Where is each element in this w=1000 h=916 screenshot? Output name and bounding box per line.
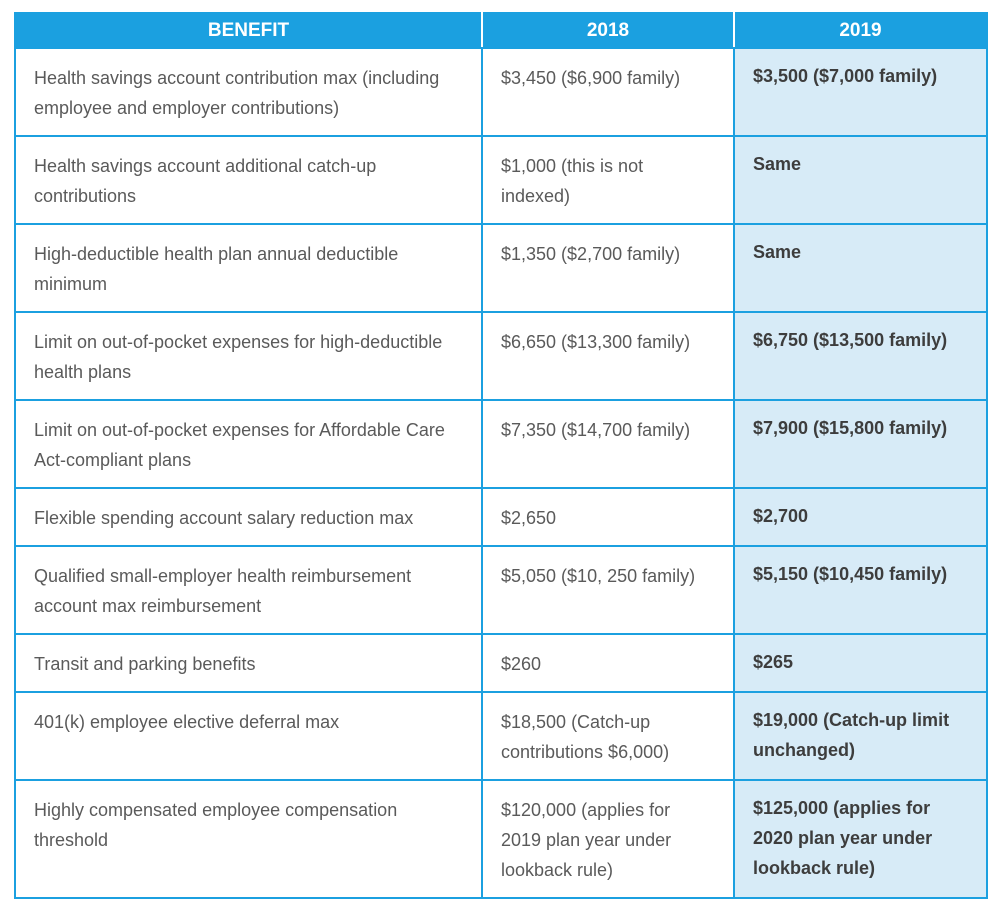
table-row xyxy=(15,546,987,634)
value-2019-cell: $3,500 ($7,000 family) xyxy=(734,48,987,136)
value-2018-cell: $6,650 ($13,300 family) xyxy=(482,312,734,400)
benefit-cell: Limit on out-of-pocket expenses for Affordable Care Act-compliant plans xyxy=(15,400,482,488)
value-2019-cell: Same xyxy=(734,136,987,224)
value-2018-cell: $260 xyxy=(482,634,734,692)
table-row xyxy=(15,312,987,400)
header-benefit: BENEFIT xyxy=(15,13,482,48)
value-2018-cell: $3,450 ($6,900 family) xyxy=(482,48,734,136)
value-2019-cell: $7,900 ($15,800 family) xyxy=(734,400,987,488)
benefit-cell: Qualified small-employer health reimbursement account max reimbursement xyxy=(15,546,482,634)
benefit-cell: Flexible spending account salary reduction max xyxy=(15,488,482,546)
header-2018: 2018 xyxy=(482,13,734,48)
value-2019-cell: Same xyxy=(734,224,987,312)
benefits-table xyxy=(14,12,988,899)
table-row xyxy=(15,48,987,136)
value-2018-cell: $120,000 (applies for 2019 plan year under lookback rule) xyxy=(482,780,734,898)
value-2019-cell: $125,000 (applies for 2020 plan year under lookback rule) xyxy=(734,780,987,898)
benefits-table-container xyxy=(14,12,986,899)
table-row xyxy=(15,780,987,898)
table-row xyxy=(15,136,987,224)
value-2018-cell: $18,500 (Catch-up contributions $6,000) xyxy=(482,692,734,780)
table-row xyxy=(15,224,987,312)
table-row xyxy=(15,634,987,692)
benefit-cell: Health savings account contribution max (including employee and employer contributions) xyxy=(15,48,482,136)
benefit-cell: Transit and parking benefits xyxy=(15,634,482,692)
value-2019-cell: $265 xyxy=(734,634,987,692)
value-2019-cell: $6,750 ($13,500 family) xyxy=(734,312,987,400)
benefit-cell: Highly compensated employee compensation threshold xyxy=(15,780,482,898)
value-2018-cell: $2,650 xyxy=(482,488,734,546)
value-2018-cell: $7,350 ($14,700 family) xyxy=(482,400,734,488)
table-row xyxy=(15,692,987,780)
benefit-cell: Health savings account additional catch-up contributions xyxy=(15,136,482,224)
value-2018-cell: $1,000 (this is not indexed) xyxy=(482,136,734,224)
value-2019-cell: $2,700 xyxy=(734,488,987,546)
benefit-cell: High-deductible health plan annual deductible minimum xyxy=(15,224,482,312)
header-2019: 2019 xyxy=(734,13,987,48)
value-2018-cell: $1,350 ($2,700 family) xyxy=(482,224,734,312)
benefit-cell: Limit on out-of-pocket expenses for high-deductible health plans xyxy=(15,312,482,400)
table-row xyxy=(15,400,987,488)
value-2019-cell: $19,000 (Catch-up limit unchanged) xyxy=(734,692,987,780)
table-row xyxy=(15,488,987,546)
table-header-row xyxy=(15,13,987,48)
value-2019-cell: $5,150 ($10,450 family) xyxy=(734,546,987,634)
value-2018-cell: $5,050 ($10, 250 family) xyxy=(482,546,734,634)
benefit-cell: 401(k) employee elective deferral max xyxy=(15,692,482,780)
